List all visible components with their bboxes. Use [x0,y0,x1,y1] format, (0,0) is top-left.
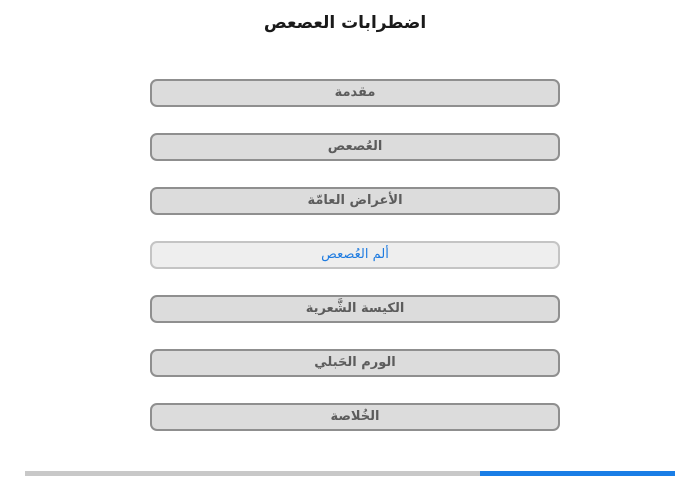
menu-item-coccyx-pain[interactable]: ألم العُصعص [150,241,560,269]
lesson-menu [150,79,560,457]
progress-bar-fill [480,471,675,476]
menu-item-general-symptoms[interactable]: الأعراض العامّة [150,187,560,215]
menu-item-coccyx[interactable]: العُصعص [150,133,560,161]
page-title: اضطرابات العصعص [263,13,427,33]
progress-bar [25,471,675,476]
menu-item-chordoma[interactable]: الورم الحَبلي [150,349,560,377]
menu-item-summary[interactable]: الخُلاصة [150,403,560,431]
menu-item-pilonidal-cyst[interactable]: الكيسة الشَّعرية [150,295,560,323]
menu-item-introduction[interactable]: مقدمة [150,79,560,107]
